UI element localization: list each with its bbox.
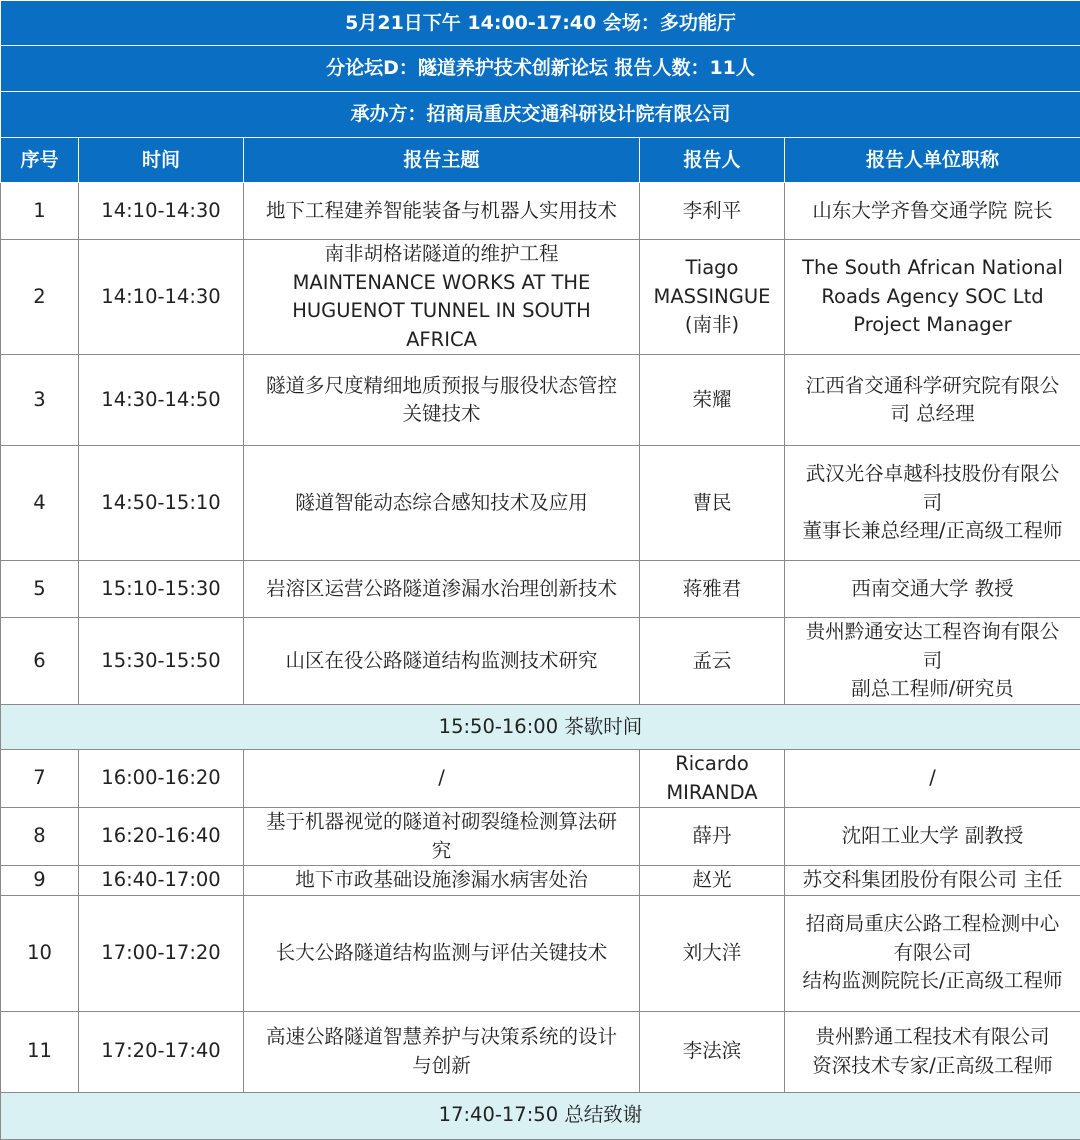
row-affiliation [785,750,1080,808]
row-topic-line: 岩溶区运营公路隧道渗漏水治理创新技术 [248,575,635,604]
row-time: 16:00-16:20 [79,750,244,808]
row-speaker-line: 赵光 [644,866,780,895]
header-row [1,138,1080,183]
row-speaker-line: Tiago [644,254,780,283]
row-speaker-line: 孟云 [644,647,780,676]
header-speaker: 报告人 [640,138,785,183]
row-speaker [640,183,785,240]
row-affiliation-line: 山东大学齐鲁交通学院 院长 [789,197,1076,226]
row-topic-line: MAINTENANCE WORKS AT THE [248,269,635,298]
row-number: 8 [1,808,79,866]
row-topic [244,446,640,561]
row-topic [244,808,640,866]
table-row [1,618,1080,705]
organizer: 承办方：招商局重庆交通科研设计院有限公司 [1,92,1080,138]
row-speaker [640,808,785,866]
row-number: 6 [1,618,79,705]
row-time: 15:10-15:30 [79,561,244,618]
row-topic [244,561,640,618]
row-affiliation-line: 副总工程师/研究员 [789,675,1076,704]
row-affiliation [785,618,1080,705]
row-topic [244,183,640,240]
header-affiliation: 报告人单位职称 [785,138,1080,183]
banner-forum-row [1,46,1080,92]
row-affiliation-line: 武汉光谷卓越科技股份有限公 [789,460,1076,489]
row-topic-line: 高速公路隧道智慧养护与决策系统的设计 [248,1023,635,1052]
row-affiliation [785,866,1080,896]
row-time: 15:30-15:50 [79,618,244,705]
row-time: 14:30-14:50 [79,355,244,446]
table-row [1,750,1080,808]
row-speaker-line: 李法滨 [644,1037,780,1066]
table-row [1,866,1080,896]
banner-organizer-row [1,92,1080,138]
row-time: 14:10-14:30 [79,183,244,240]
header-time: 时间 [79,138,244,183]
row-topic-line: 隧道多尺度精细地质预报与服役状态管控 [248,372,635,401]
row-topic-line: 基于机器视觉的隧道衬砌裂缝检测算法研 [248,808,635,837]
row-affiliation-line: 西南交通大学 教授 [789,575,1076,604]
tea-break: 15:50-16:00 茶歇时间 [1,705,1080,750]
table-row [1,446,1080,561]
row-time: 14:50-15:10 [79,446,244,561]
row-affiliation [785,808,1080,866]
row-topic [244,1011,640,1092]
table-row [1,183,1080,240]
row-affiliation-line: 司 总经理 [789,400,1076,429]
row-speaker [640,240,785,355]
row-affiliation-line: 董事长兼总经理/正高级工程师 [789,517,1076,546]
row-speaker-line: 薛丹 [644,822,780,851]
row-affiliation-line: 江西省交通科学研究院有限公 [789,372,1076,401]
row-speaker-line: 蒋雅君 [644,575,780,604]
row-speaker [640,355,785,446]
row-number: 10 [1,895,79,1011]
row-topic-line: / [248,764,635,793]
row-topic-line: 地下工程建养智能装备与机器人实用技术 [248,197,635,226]
row-affiliation [785,355,1080,446]
row-number: 4 [1,446,79,561]
row-speaker-line: 曹民 [644,489,780,518]
row-affiliation-line: Project Manager [789,311,1076,340]
row-number: 11 [1,1011,79,1092]
table-row [1,240,1080,355]
break-row [1,705,1080,750]
table-row [1,1011,1080,1092]
row-affiliation-line: 招商局重庆公路工程检测中心 [789,910,1076,939]
row-speaker [640,750,785,808]
row-topic-line: 究 [248,837,635,866]
row-topic-line: 山区在役公路隧道结构监测技术研究 [248,647,635,676]
row-affiliation-line: 司 [789,647,1076,676]
row-speaker-line: 李利平 [644,197,780,226]
row-affiliation-line: Roads Agency SOC Ltd [789,283,1076,312]
closing-remarks: 17:40-17:50 总结致谢 [1,1092,1080,1139]
row-speaker-line: 荣耀 [644,386,780,415]
row-topic [244,895,640,1011]
row-affiliation-line: 贵州黔通工程技术有限公司 [789,1023,1076,1052]
row-topic [244,866,640,896]
table-row [1,561,1080,618]
row-speaker [640,446,785,561]
row-time: 14:10-14:30 [79,240,244,355]
row-affiliation-line: 资深技术专家/正高级工程师 [789,1052,1076,1081]
row-time: 16:40-17:00 [79,866,244,896]
row-speaker-line: MIRANDA [644,779,780,808]
row-affiliation-line: 有限公司 [789,939,1076,968]
row-number: 7 [1,750,79,808]
session-info: 5月21日下午 14:00-17:40 会场：多功能厅 [1,1,1080,46]
row-number: 1 [1,183,79,240]
forum-title: 分论坛D：隧道养护技术创新论坛 报告人数：11人 [1,46,1080,92]
banner-session-row [1,1,1080,46]
row-topic [244,240,640,355]
row-affiliation-line: The South African National [789,254,1076,283]
break-row [1,1092,1080,1139]
row-affiliation [785,183,1080,240]
row-affiliation [785,240,1080,355]
row-affiliation-line: 司 [789,489,1076,518]
row-affiliation [785,561,1080,618]
row-speaker [640,561,785,618]
row-number: 5 [1,561,79,618]
row-speaker [640,895,785,1011]
row-time: 17:00-17:20 [79,895,244,1011]
table-row [1,355,1080,446]
row-topic-line: AFRICA [248,326,635,355]
row-topic-line: HUGUENOT TUNNEL IN SOUTH [248,297,635,326]
row-speaker-line: 刘大洋 [644,939,780,968]
row-affiliation [785,895,1080,1011]
table-row [1,895,1080,1011]
row-number: 9 [1,866,79,896]
row-speaker-line: (南非) [644,311,780,340]
row-speaker [640,1011,785,1092]
row-topic-line: 关键技术 [248,400,635,429]
row-speaker-line: Ricardo [644,750,780,779]
table-row [1,808,1080,866]
row-topic-line: 南非胡格诺隧道的维护工程 [248,240,635,269]
header-no: 序号 [1,138,79,183]
row-affiliation-line: 苏交科集团股份有限公司 主任 [789,866,1076,895]
row-topic-line: 与创新 [248,1052,635,1081]
row-number: 2 [1,240,79,355]
row-affiliation-line: 结构监测院院长/正高级工程师 [789,967,1076,996]
row-affiliation-line: / [789,764,1076,793]
row-topic-line: 地下市政基础设施渗漏水病害处治 [248,866,635,895]
row-affiliation [785,1011,1080,1092]
row-speaker [640,618,785,705]
row-time: 17:20-17:40 [79,1011,244,1092]
header-topic: 报告主题 [244,138,640,183]
row-topic [244,618,640,705]
row-affiliation [785,446,1080,561]
row-topic-line: 长大公路隧道结构监测与评估关键技术 [248,939,635,968]
row-time: 16:20-16:40 [79,808,244,866]
row-topic [244,355,640,446]
row-speaker-line: MASSINGUE [644,283,780,312]
row-speaker [640,866,785,896]
row-affiliation-line: 贵州黔通安达工程咨询有限公 [789,618,1076,647]
row-number: 3 [1,355,79,446]
row-affiliation-line: 沈阳工业大学 副教授 [789,822,1076,851]
row-topic [244,750,640,808]
row-topic-line: 隧道智能动态综合感知技术及应用 [248,489,635,518]
